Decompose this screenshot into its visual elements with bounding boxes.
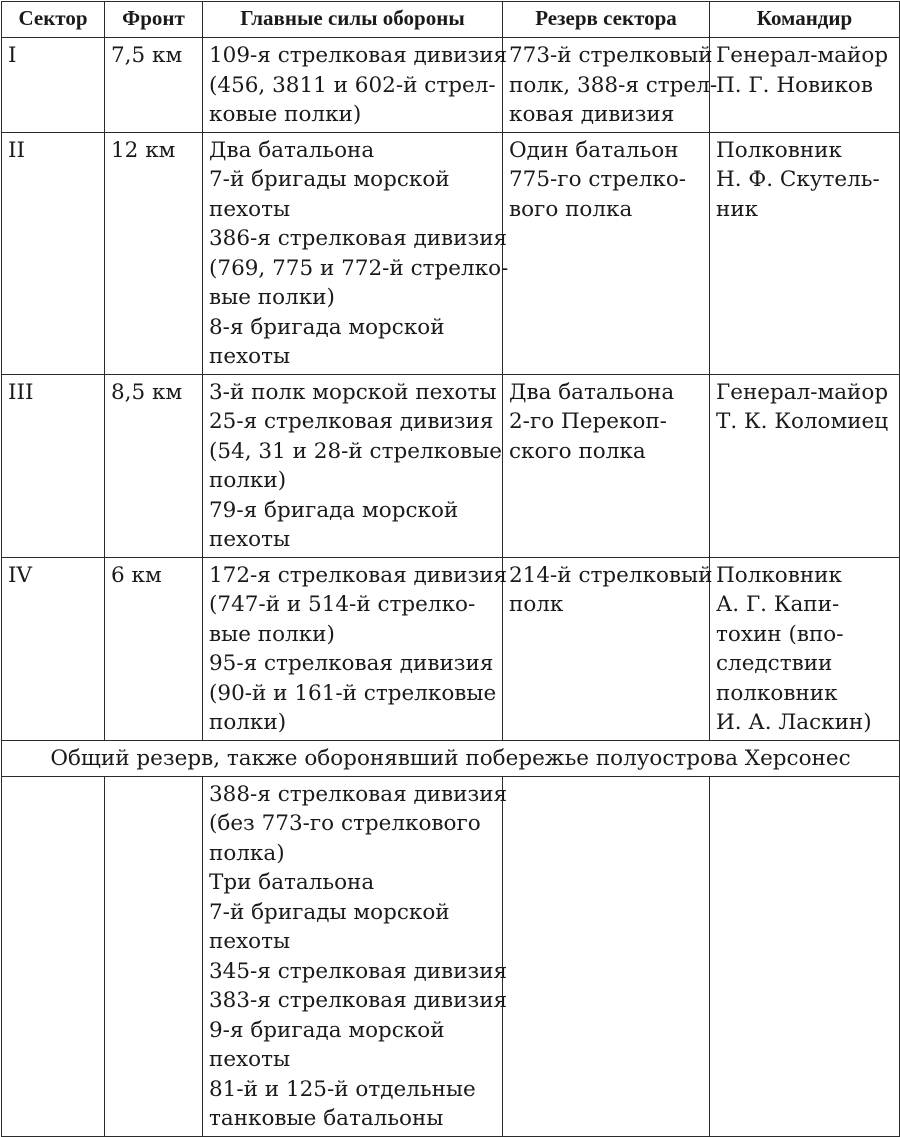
text-line: тохин (впо- — [716, 621, 844, 647]
text-line: 773-й стрелковый — [509, 43, 713, 68]
text-line: полк, 388-я стрел- — [509, 72, 718, 98]
cell-commander — [710, 38, 900, 133]
general-reserve-title-row — [2, 740, 900, 776]
cell-sector: III — [2, 374, 105, 557]
text-line: пехоты — [209, 527, 291, 552]
text-line: (747-й и 514-й стрелко- — [209, 592, 476, 617]
cell-front: 6 км — [105, 557, 203, 740]
text-line: 383-я стрелковая дивизия — [209, 988, 508, 1013]
text-line: 7-й бригады морской — [209, 167, 450, 192]
text-line: (456, 3811 и 602-й стрел- — [209, 72, 496, 98]
text-line: (54, 31 и 28-й стрелковые — [209, 438, 502, 464]
table-row — [2, 557, 900, 740]
text-line: (90-й и 161-й стрелковые — [209, 680, 497, 706]
table-row — [2, 776, 900, 1136]
text-line: 386-я стрелковая дивизия — [209, 226, 508, 251]
text-line: пехоты — [209, 344, 291, 369]
text-line: полки) — [209, 468, 287, 493]
text-line: полка) — [209, 840, 285, 866]
text-line: 81-й и 125-й отдельные — [209, 1076, 476, 1102]
defense-sectors-table — [1, 1, 900, 1137]
text-line: Полковник — [716, 562, 842, 588]
text-line: Н. Ф. Скутель- — [716, 167, 880, 192]
cell-front: 8,5 км — [105, 374, 203, 557]
header-commander: Командир — [710, 2, 900, 38]
cell-main-forces — [203, 38, 508, 133]
header-row — [2, 2, 900, 38]
text-line: 109-я стрелковая дивизия — [209, 43, 508, 68]
table-row — [2, 374, 900, 557]
cell-sector: II — [2, 132, 105, 374]
text-line: вого полка — [509, 196, 633, 222]
text-line: вые полки) — [209, 621, 335, 647]
text-line: 775-го стрелко- — [509, 167, 687, 192]
text-line: И. А. Ласкин) — [716, 710, 872, 735]
text-line: Два батальона — [509, 379, 675, 405]
text-line: П. Г. Новиков — [716, 72, 873, 98]
text-line: 2-го Перекоп- — [509, 409, 667, 434]
cell-commander — [710, 374, 900, 557]
text-line: 8-я бригада морской — [209, 314, 445, 340]
text-line: полк — [509, 592, 564, 617]
cell-reserve — [503, 374, 710, 557]
text-line: следствии — [716, 651, 833, 676]
text-line: пехоты — [209, 1047, 291, 1072]
cell-main-forces — [203, 132, 509, 374]
cell-front: 7,5 км — [105, 38, 203, 133]
text-line: ковая дивизия — [509, 102, 675, 127]
text-line: Генерал-майор — [716, 43, 889, 68]
text-line: полковник — [716, 680, 838, 706]
cell-sector: I — [2, 38, 105, 133]
cell-commander — [710, 132, 900, 374]
text-line: пехоты — [209, 929, 291, 954]
cell-commander — [710, 557, 900, 740]
cell-reserve — [503, 132, 710, 374]
text-line: 172-я стрелковая дивизия — [209, 562, 508, 588]
cell-sector — [2, 776, 105, 1136]
text-line: ского полка — [509, 438, 646, 464]
header-main-forces: Главные силы обороны — [203, 2, 503, 38]
cell-main-forces — [203, 374, 503, 557]
text-line: 25-я стрелковая дивизия — [209, 409, 494, 434]
header-reserve: Резерв сектора — [503, 2, 710, 38]
cell-commander — [710, 776, 900, 1136]
header-front: Фронт — [105, 2, 203, 38]
text-line: Полковник — [716, 137, 842, 163]
cell-reserve — [503, 776, 710, 1136]
text-line: 9-я бригада морской — [209, 1017, 445, 1043]
table-row — [2, 132, 900, 374]
text-line: 95-я стрелковая дивизия — [209, 651, 494, 676]
text-line: 214-й стрелковый — [509, 562, 713, 588]
text-line: 345-я стрелковая дивизия — [209, 958, 508, 984]
text-line: ник — [716, 196, 759, 222]
text-line: Генерал-майор — [716, 379, 889, 405]
cell-front — [105, 776, 203, 1136]
text-line: Т. К. Коломиец — [716, 409, 889, 434]
text-line: (769, 775 и 772-й стрелко- — [209, 255, 509, 281]
table-row — [2, 38, 900, 133]
text-line: Два батальона — [209, 137, 375, 163]
text-line: ковые полки) — [209, 102, 362, 127]
text-line: 79-я бригада морской — [209, 497, 459, 523]
text-line: пехоты — [209, 196, 291, 222]
text-line: 388-я стрелковая дивизия — [209, 781, 508, 807]
cell-reserve — [503, 38, 718, 133]
text-line: А. Г. Капи- — [716, 592, 840, 617]
text-line: полки) — [209, 710, 287, 735]
text-line: танковые батальоны — [209, 1106, 444, 1131]
text-line: (без 773-го стрелкового — [209, 811, 481, 836]
text-line: 7-й бригады морской — [209, 899, 450, 925]
text-line: Три батальона — [209, 870, 375, 895]
header-sector: Сектор — [2, 2, 105, 38]
cell-main-forces — [203, 776, 508, 1136]
cell-front: 12 км — [105, 132, 203, 374]
text-line: Один батальон — [509, 137, 679, 163]
general-reserve-title: Общий резерв, также оборонявший побережье полуострова Херсонес — [2, 740, 900, 776]
cell-reserve — [503, 557, 713, 740]
text-line: 3-й полк морской пехоты — [209, 379, 497, 405]
cell-main-forces — [203, 557, 508, 740]
cell-sector: IV — [2, 557, 105, 740]
text-line: вые полки) — [209, 285, 335, 310]
